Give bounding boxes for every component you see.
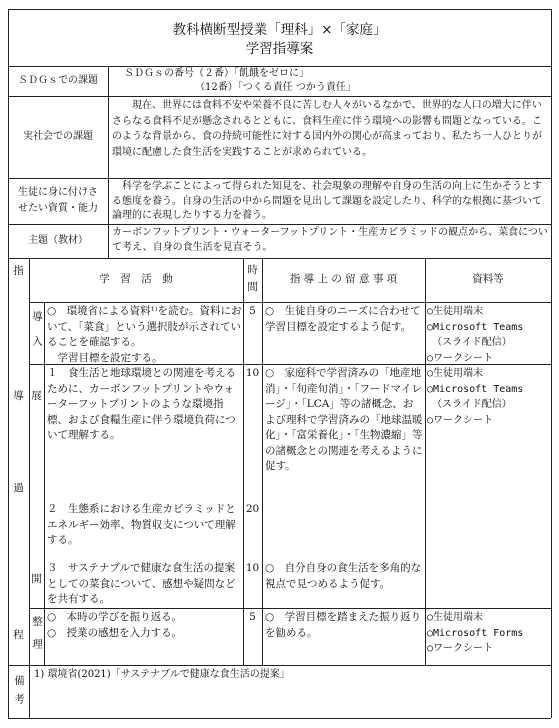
header-activity: 学 習 活 動 bbox=[99, 273, 173, 285]
col-divider-time-r bbox=[262, 258, 263, 665]
sdgs-goal-12: （12番）「つくる責任 つかう責任」 bbox=[195, 82, 356, 93]
real-issue-text: 現在、世界には食料不安や栄養不良に苦しむ人々がいるなかで、世界的な人口の増大に伴いさらなる食料不足が懸念されるとともに、食料生産に伴う環境への影響も問題となっている。このような背景から、食の持続可能性に対する国内外の関心が高まっており、私たち一人ひとりが環境に配慮した食生活を実践することが求められている。 bbox=[112, 100, 542, 158]
dev-activity-1: １ 食生活と地球環境との関連を考えるために、カーボンフットプリントやウォーターフットプリントのような環境指標、および食糧生産に伴う環境負荷について理解する。 bbox=[47, 367, 236, 441]
summary-notes: ○ 学習目標を踏まえた振り返りを勧める。 bbox=[265, 611, 422, 639]
col-divider-materials bbox=[425, 258, 426, 665]
doc-title-line1: 教科横断型授業「理科」×「家庭」 bbox=[172, 22, 387, 38]
intro-time: 5 bbox=[249, 305, 256, 317]
header-time: 時間 bbox=[247, 264, 258, 293]
stage-dev-label-kai: 開 bbox=[31, 573, 42, 585]
row-divider bbox=[8, 96, 551, 97]
theme-label: 主題（教材） bbox=[28, 235, 88, 246]
col-divider-label bbox=[108, 66, 109, 258]
summary-activity: ○ 本時の学びを振り返る。 ○ 授業の感想を入力する。 bbox=[47, 611, 183, 639]
table-border-left bbox=[8, 9, 9, 718]
dev-notes-1: ○ 家庭科で学習済みの「地産地消」・「旬産旬消」・「フードマイレージ」・「LCA」等の諸概念、および理科で学習済みの「地球温暖化」・「富栄養化」・「生物濃縮」等の諸概念との関連を考えるように促す。 bbox=[265, 367, 423, 472]
sdgs-goal-2: ＳＤＧｓの番号（２番）「飢餓をゼロに」 bbox=[124, 68, 309, 79]
row-divider bbox=[8, 258, 551, 259]
intro-notes: ○ 生徒自身のニーズに合わせて学習目標を設定するよう促す。 bbox=[265, 305, 421, 333]
dev-time-2: 20 bbox=[245, 503, 260, 515]
table-border-top bbox=[8, 9, 551, 10]
header-materials: 資料等 bbox=[472, 273, 504, 285]
row-divider bbox=[29, 608, 551, 609]
dev-activity-2: ２ 生態系における生産カピラミッドとエネルギー効率、物質収支について理解する。 bbox=[47, 503, 236, 546]
stage-intro-label: 導入 bbox=[31, 310, 43, 360]
competency-label-line1: 生徒に身に付けさ bbox=[18, 187, 98, 198]
stage-dev-label-ten: 展 bbox=[31, 390, 42, 402]
summary-time: 5 bbox=[249, 611, 256, 623]
col-divider-stage bbox=[44, 302, 45, 665]
side-label-tei: 程 bbox=[13, 629, 24, 641]
theme-text: カーボンフットプリント・ウォーターフットプリント・生産カピラミッドの観点から、菜食について考え、自身の食生活を見直そう。 bbox=[112, 227, 548, 253]
side-label-do: 導 bbox=[13, 390, 24, 402]
competency-text: 科学を学ぶことによって得られた知見を、社会現象の理解や自身の生活の向上に生かそうとする態度を養う。自身の生活の中から問題を見出して課題を設定したり、科学的な根拠に基づいて論理的に表現したりする力を養う。 bbox=[112, 181, 542, 221]
real-issue-label: 実社会での課題 bbox=[23, 131, 93, 142]
header-notes: 指 導 上 の 留 意 事 項 bbox=[289, 273, 398, 285]
dev-time-1: 10 bbox=[245, 367, 260, 379]
side-label-ka: 過 bbox=[13, 482, 24, 494]
intro-activity: ○ 環境省による資料¹⁾を読む。資料において、「菜食」という選択肢が示されていることを確認する。 学習目標を設定する。 bbox=[47, 305, 242, 364]
dev-materials-1: ○生徒用端末 ○Microsoft Teams （スライド配信） ○ワークシート bbox=[427, 368, 524, 426]
row-divider bbox=[29, 302, 551, 303]
stage-summary-label: 整理 bbox=[31, 615, 43, 661]
row-divider bbox=[8, 665, 551, 666]
row-divider bbox=[8, 178, 551, 179]
header-shi: 指 bbox=[13, 265, 24, 277]
competency-label-line2: せたい資質・能力 bbox=[18, 203, 98, 214]
intro-materials: ○生徒用端末 ○Microsoft Teams （スライド配信） ○ワークシート bbox=[427, 306, 524, 364]
table-border-bottom bbox=[8, 718, 551, 719]
summary-materials: ○生徒用端末 ○Microsoft Forms ○ワークシート bbox=[427, 612, 524, 654]
doc-title-line2: 学習指導案 bbox=[245, 41, 314, 57]
dev-time-3: 10 bbox=[245, 562, 260, 574]
table-border-right bbox=[551, 9, 552, 718]
sdgs-label: ＳＤＧｓでの課題 bbox=[18, 75, 98, 86]
remarks-text: 1) 環境省(2021)「サステナブルで健康な食生活の提案」 bbox=[34, 669, 290, 680]
remarks-label: 備考 bbox=[13, 674, 25, 712]
dev-notes-3: ○ 自分自身の食生活を多角的な視点で見つめるよう促す。 bbox=[265, 562, 422, 590]
dev-activity-3: ３ サステナブルで健康な食生活の提案としての菜食について、感想や疑問などを共有する。 bbox=[47, 562, 236, 605]
